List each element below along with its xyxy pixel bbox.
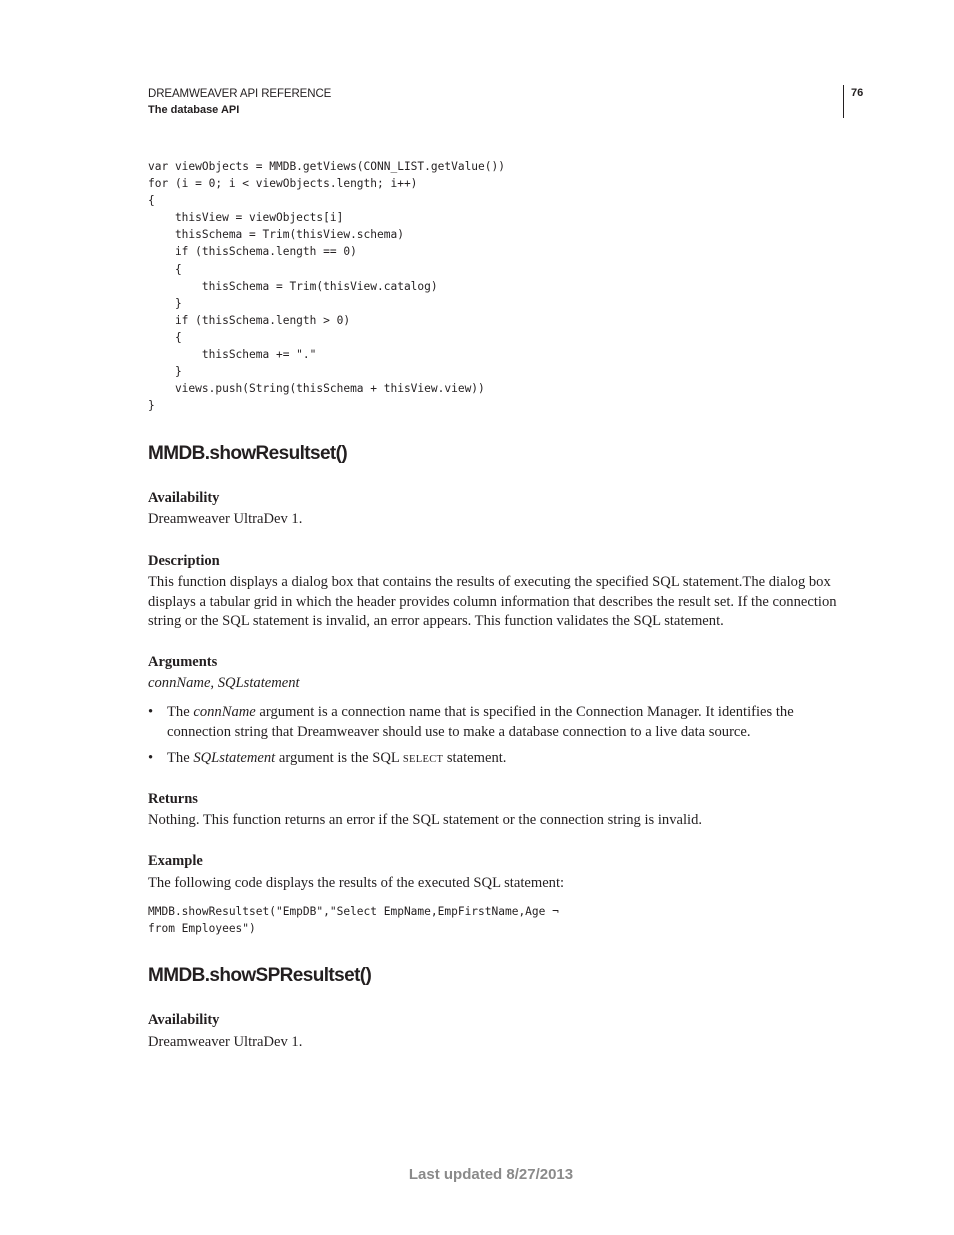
- arguments-text: connName, SQLstatement: [148, 675, 300, 691]
- bullet-marker: •: [148, 704, 154, 720]
- footer-last-updated: Last updated 8/27/2013: [408, 1166, 574, 1183]
- code-block-getviews: var viewObjects = MMDB.getViews(CONN_LIST.getValue()) for (i = 0; i < viewObjects.length; i++) { thisView = viewObjects[i] thisSchema = Trim(thisView.schema) if (thisSchema.length == 0) { thisSchema = Trim(thisView.catalog) } if (thisSchema.length > 0) { thisSchema += "." } views.push(String(thisSchema + thisView.view)) }: [148, 160, 505, 413]
- availability-heading: Availability: [148, 490, 220, 506]
- section-title-showresultset: MMDB.showResultset(): [148, 443, 348, 464]
- bullet-marker: •: [148, 750, 154, 766]
- running-header-title: DREAMWEAVER API REFERENCE: [148, 88, 332, 100]
- arguments-heading: Arguments: [148, 654, 218, 670]
- returns-text: Nothing. This function returns an error if the SQL statement or the connection string is invalid.: [148, 812, 703, 828]
- code-block-example: MMDB.showResultset("EmpDB","Select EmpName,EmpFirstName,Age ¬ from Employees"): [148, 905, 559, 936]
- bullet-line: [167, 703, 847, 723]
- argument-name: SQLstatement: [193, 750, 276, 766]
- page-number: 76: [851, 87, 864, 99]
- bullet-line: connection string that Dreamweaver should use to make a database connection to a live data source.: [167, 723, 751, 740]
- bullet-text: The: [167, 704, 194, 720]
- availability-heading: Availability: [148, 1012, 220, 1028]
- bullet-text: argument is the SQL: [275, 750, 403, 766]
- bullet-text: statement.: [443, 750, 507, 766]
- section-title-showspresultset: MMDB.showSPResultset(): [148, 965, 372, 986]
- availability-text: Dreamweaver UltraDev 1.: [148, 1034, 303, 1050]
- sql-keyword: SELECT: [402, 754, 444, 765]
- description-line: displays a tabular grid in which the header provides column information that describes the result set. If the connection: [148, 593, 837, 610]
- description-paragraph: [148, 573, 868, 632]
- argument-name: connName: [193, 704, 256, 720]
- example-text: The following code displays the results of the executed SQL statement:: [148, 875, 565, 891]
- bullet-text: argument is a connection name that is specified in the Connection Manager. It identifies the: [255, 704, 794, 720]
- example-heading: Example: [148, 853, 203, 869]
- description-line: string or the SQL statement is invalid, an error appears. This function validates the SQL statement.: [148, 613, 724, 629]
- bullet-item-sqlstatement: [167, 749, 847, 770]
- running-header-subtitle: The database API: [148, 104, 240, 116]
- description-heading: Description: [148, 553, 220, 569]
- returns-heading: Returns: [148, 791, 198, 807]
- bullet-item-connname: [167, 703, 847, 742]
- header-divider: [843, 85, 844, 118]
- description-line: This function displays a dialog box that contains the results of executing the specified SQL statement.The dialog box: [148, 574, 831, 590]
- availability-text: Dreamweaver UltraDev 1.: [148, 511, 303, 527]
- bullet-text: The: [167, 750, 194, 766]
